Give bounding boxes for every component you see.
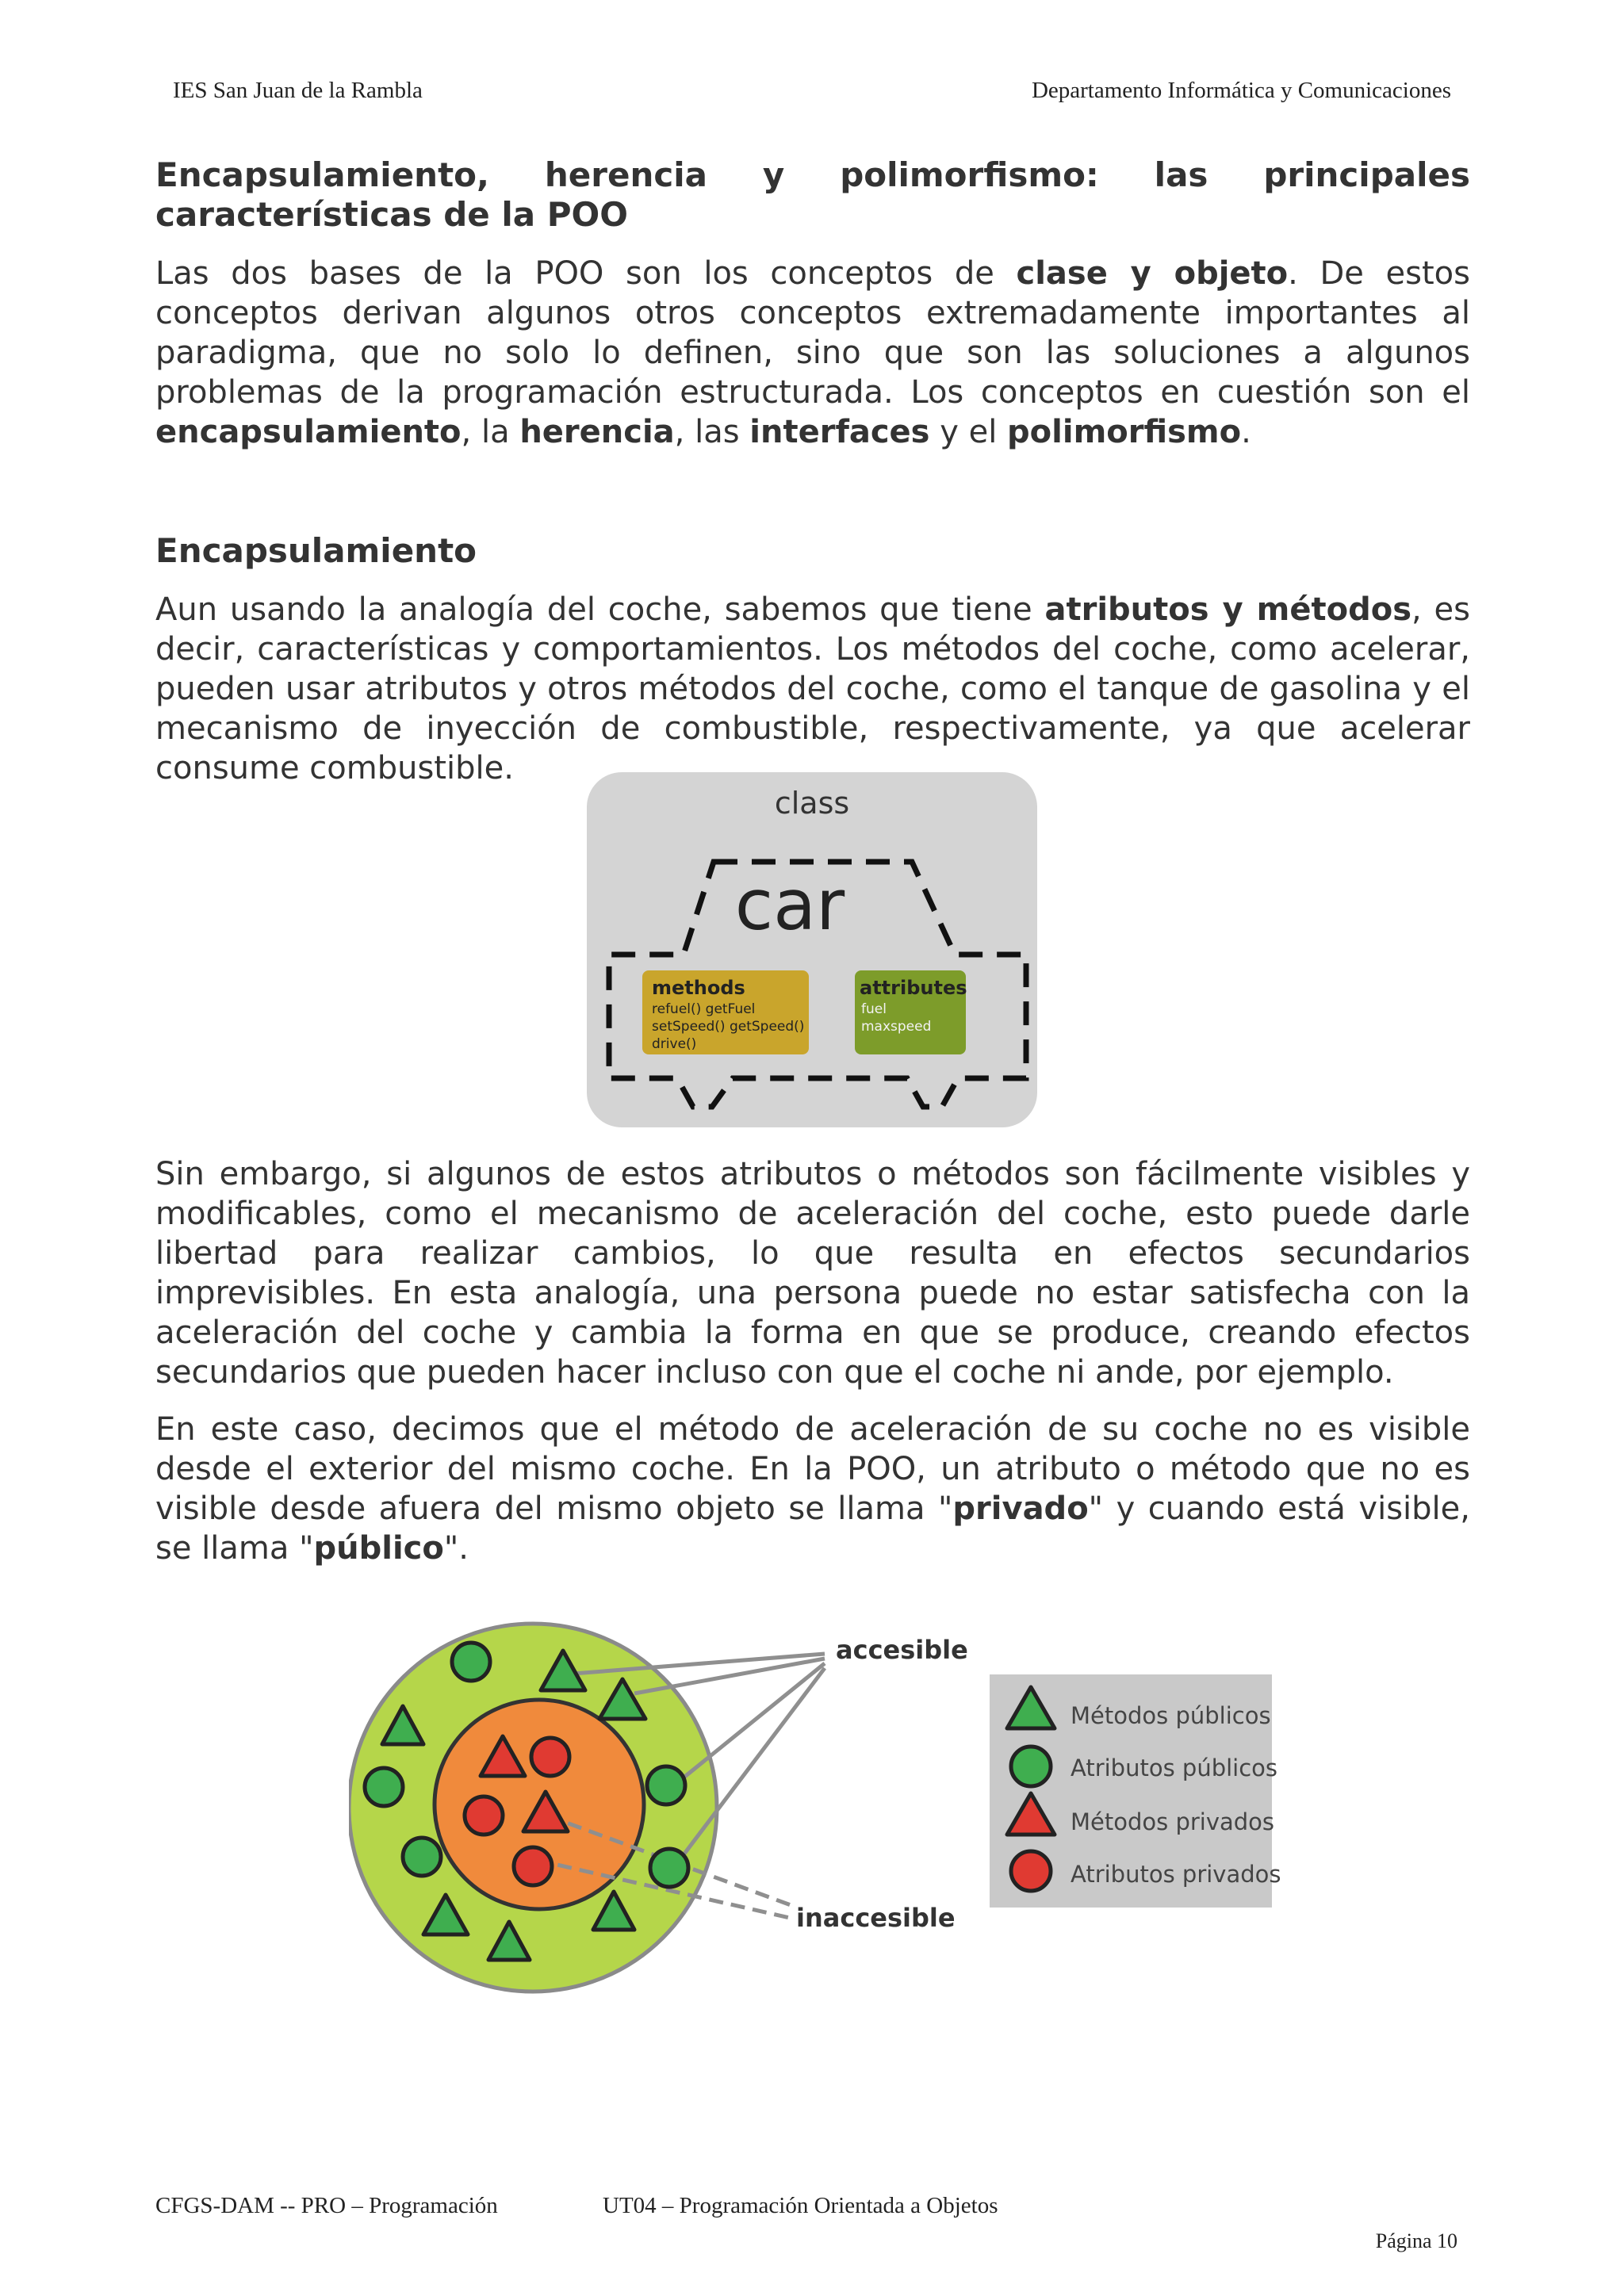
methods-line: setSpeed() getSpeed() bbox=[652, 1019, 805, 1035]
legend-item: Atributos públicos bbox=[1071, 1755, 1278, 1781]
methods-line: refuel() getFuel bbox=[652, 1001, 756, 1017]
car-class-figure bbox=[585, 771, 1039, 1129]
footer-center: UT04 – Programación Orientada a Objetos bbox=[603, 2193, 998, 2218]
public-attribute-icon bbox=[452, 1643, 490, 1681]
public-attribute-icon bbox=[647, 1766, 685, 1804]
page-number: Página 10 bbox=[1375, 2229, 1457, 2252]
private-attribute-icon bbox=[465, 1797, 503, 1835]
public-attribute-icon bbox=[403, 1838, 441, 1876]
legend-item: Atributos privados bbox=[1071, 1861, 1281, 1888]
class-panel bbox=[587, 772, 1037, 1127]
class-label: class bbox=[774, 786, 850, 821]
intro-paragraph: Las dos bases de la POO son los conceptos de clase y objeto. De estos conceptos derivan algunos otros conceptos extremadamente importantes al paradigma, que no solo lo definen, sino que son las soluciones a algunos problemas de la programación estructurada. Los conceptos en cuestión son el encapsulamiento, la herencia, las interfaces y el polimorfismo. bbox=[155, 255, 1470, 450]
private-attribute-icon bbox=[514, 1847, 552, 1885]
encapsulation-figure bbox=[349, 1617, 1285, 1998]
inaccessible-label: inaccesible bbox=[796, 1903, 956, 1933]
legend-item: Métodos privados bbox=[1071, 1808, 1275, 1835]
section-heading: Encapsulamiento bbox=[155, 531, 477, 570]
footer-left: CFGS-DAM -- PRO – Programación bbox=[155, 2193, 498, 2218]
legend-private-attribute-icon bbox=[1011, 1851, 1051, 1891]
section-paragraph-1: Aun usando la analogía del coche, sabemos que tiene atributos y métodos, es decir, características y comportamientos. Los métodos del coche, como acelerar, pueden usar atributos y otros métodos del coche, como el tanque de gasolina y el mecanismo de inyección de combustible, respectivamente, ya que acelerar consume combustible. bbox=[155, 591, 1470, 786]
header-left: IES San Juan de la Rambla bbox=[173, 78, 423, 103]
public-attribute-icon bbox=[365, 1768, 403, 1806]
header-right: Departamento Informática y Comunicaciones bbox=[1031, 78, 1451, 103]
attributes-line: fuel bbox=[861, 1001, 887, 1017]
legend-public-attribute-icon bbox=[1011, 1747, 1051, 1786]
methods-title: methods bbox=[652, 977, 745, 999]
private-attribute-icon bbox=[531, 1738, 569, 1776]
methods-line: drive() bbox=[652, 1036, 697, 1052]
accessible-label: accesible bbox=[836, 1635, 968, 1665]
car-label: car bbox=[734, 864, 845, 946]
section-paragraph-3: En este caso, decimos que el método de aceleración de su coche no es visible desde el exterior del mismo coche. En la POO, un atributo o método que no es visible desde afuera del mismo objeto se llama "privado" y cuando está visible, se llama "público". bbox=[155, 1411, 1470, 1567]
page-title: Encapsulamiento, herencia y polimorfismo: las principales características de la POO bbox=[155, 155, 1470, 234]
attributes-title: attributes bbox=[860, 977, 967, 999]
attributes-line: maxspeed bbox=[861, 1019, 932, 1035]
public-attribute-icon bbox=[650, 1849, 688, 1887]
section-paragraph-2: Sin embargo, si algunos de estos atributos o métodos son fácilmente visibles y modificables, como el mecanismo de aceleración del coche, esto puede darle libertad para realizar cambios, lo que resulta en efectos secundarios imprevisibles. En esta analogía, una persona puede no estar satisfecha con la aceleración del coche y cambia la forma en que se produce, creando efectos secundarios que pueden hacer incluso con que el coche ni ande, por ejemplo. bbox=[155, 1156, 1470, 1391]
legend-item: Métodos públicos bbox=[1071, 1702, 1271, 1729]
